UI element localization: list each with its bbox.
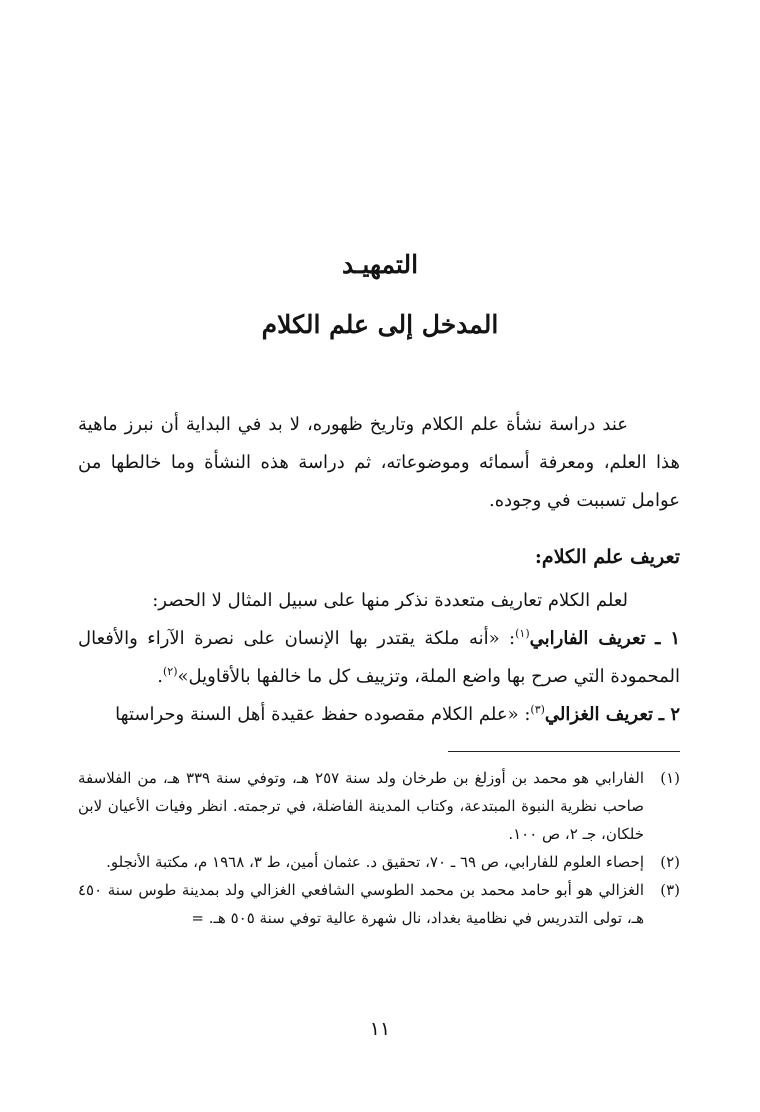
footnote-text: الفارابي هو محمد بن أوزلغ بن طرخان ولد سنة ٢٥٧ هـ، وتوفي سنة ٣٣٩ هـ، من الفلاسفة صاحب نظرية النبوة المبتدعة، وكتاب المدينة الفاضلة، في ترجمته. انظر وفيات الأعيان لابن خلكان، جـ ٢، ص ١٠٠. [78, 769, 644, 843]
page-number: ١١ [369, 1018, 391, 1040]
definition-item [78, 620, 680, 696]
footnote-number: (٢) [660, 853, 680, 871]
definition-text: «علم الكلام مقصوده حفظ عقيدة أهل السنة وحراستها [115, 704, 525, 725]
chapter-title: التمهيـد [341, 250, 419, 279]
footnote-ref: (٢) [162, 665, 178, 678]
definition-colon: : [509, 628, 516, 649]
definition-colon: : [524, 704, 531, 725]
footnote-number: (٣) [660, 881, 680, 899]
footnote-text: الغزالي هو أبو حامد محمد بن محمد الطوسي الشافعي الغزالي ولد بمدينة طوس سنة ٤٥٠ هـ، تولى التدريس في نظامية بغداد، نال شهرة عالية توفي سنة ٥٠٥ هـ. = [78, 881, 644, 927]
definition-term: تعريف الفارابي [529, 628, 646, 649]
definition-item [78, 696, 680, 734]
definition-end: . [157, 666, 163, 687]
chapter-subtitle: المدخل إلى علم الكلام [261, 310, 499, 339]
intro-section [78, 406, 680, 520]
footnote-ref: (٣) [530, 703, 545, 716]
footnote-divider [448, 751, 680, 752]
definitions-lead: لعلم الكلام تعاريف متعددة نذكر منها على سبيل المثال لا الحصر: [152, 590, 628, 611]
footnote [78, 876, 680, 932]
footnote-number: (١) [660, 769, 680, 787]
intro-paragraph: عند دراسة نشأة علم الكلام وتاريخ ظهوره، لا بد في البداية أن نبرز ماهية هذا العلم، ومعرفة أسمائه وموضوعاته، ثم دراسة هذه النشأة وما خالطها من عوامل تسببت في وجوده. [78, 414, 680, 511]
definition-number: ٢ ـ [658, 704, 680, 725]
section-heading: تعريف علم الكلام: [534, 546, 680, 568]
definition-term: تعريف الغزالي [544, 704, 654, 725]
definitions-section [78, 582, 680, 734]
footnote-ref: (١) [515, 627, 530, 640]
footnote-text: إحصاء العلوم للفارابي، ص ٦٩ ـ ٧٠، تحقيق د. عثمان أمين، ط ٣، ١٩٦٨ م، مكتبة الأنجلو. [106, 853, 644, 871]
footnote [78, 848, 680, 876]
footnote [78, 764, 680, 848]
definition-text: «أنه ملكة يقتدر بها الإنسان على نصرة الآراء والأفعال المحمودة التي صرح بها واضع الملة، وتزييف كل ما خالفها بالأقاويل» [78, 628, 680, 687]
footnotes [78, 764, 680, 932]
definition-number: ١ ـ [655, 628, 680, 649]
